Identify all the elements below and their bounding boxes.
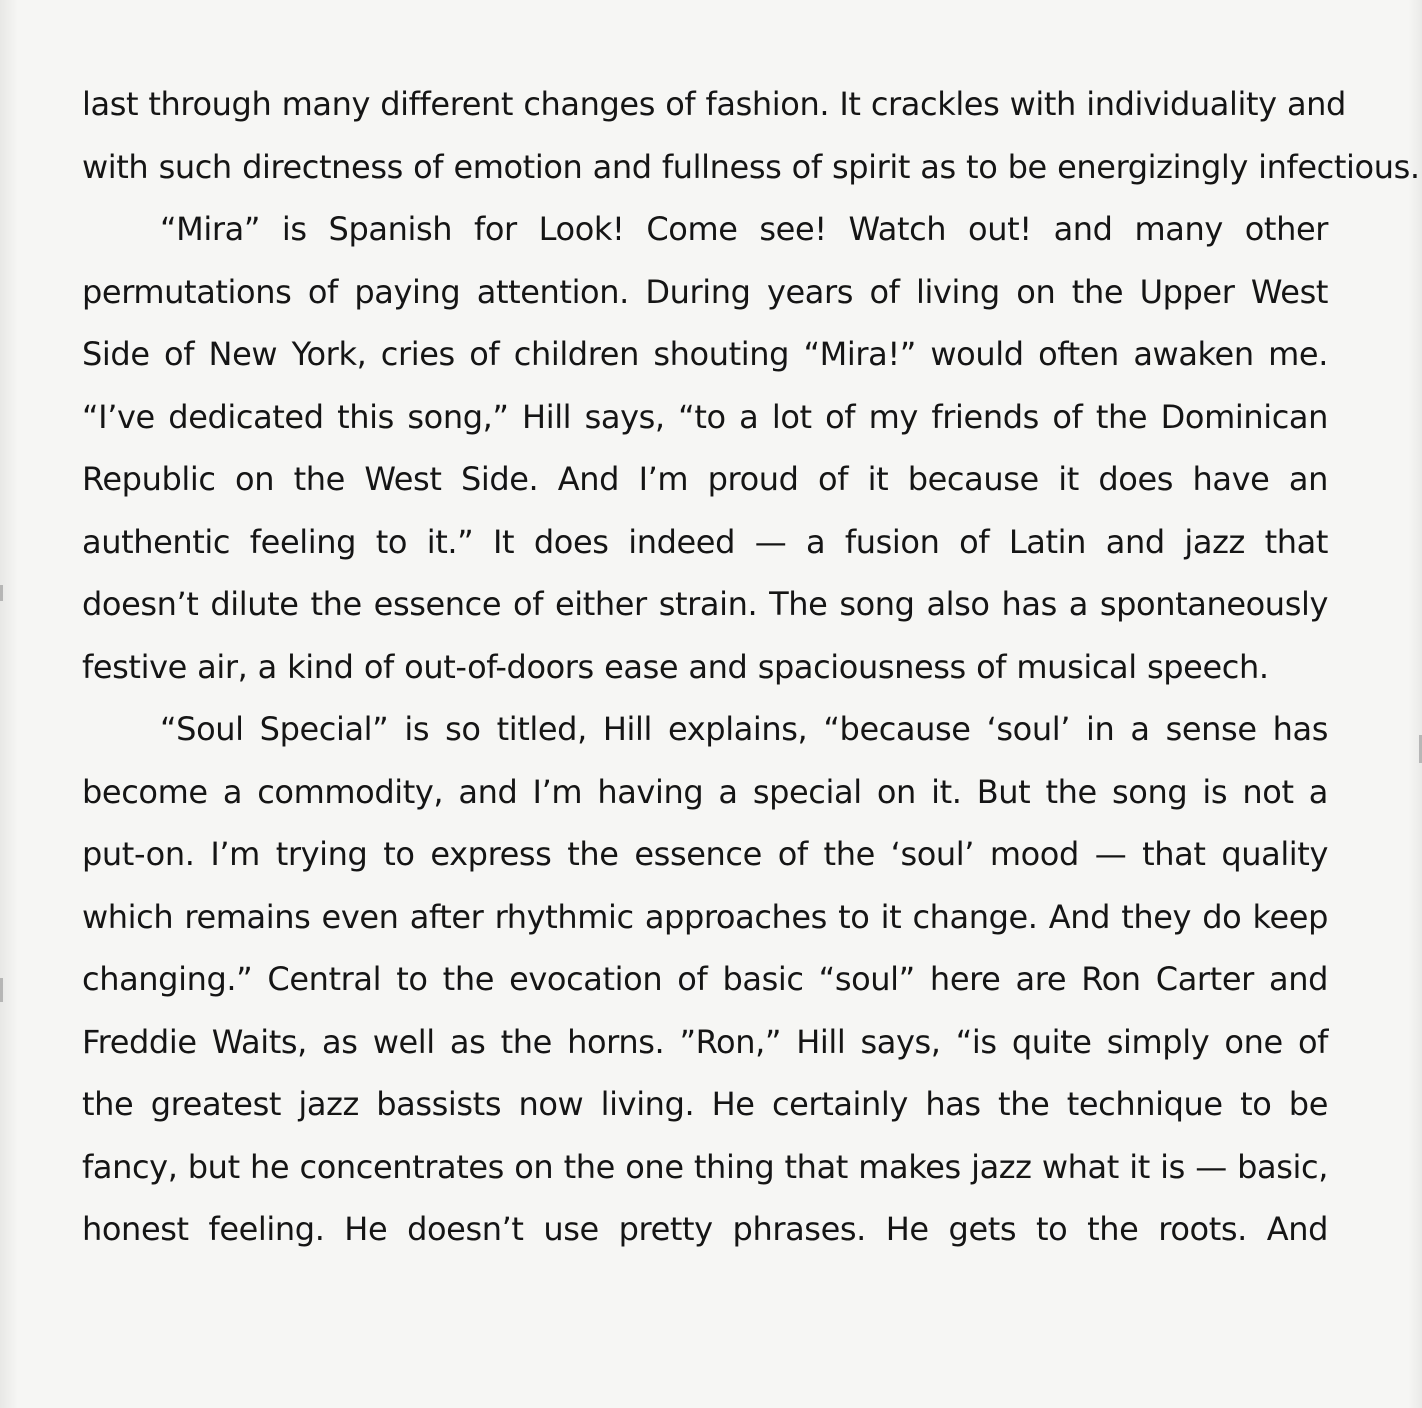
body-line-5: Side of New York, cries of children shouting “Mira!” would often awaken me. xyxy=(82,335,1328,373)
body-line-4: permutations of paying attention. During years of living on the Upper West xyxy=(82,272,1328,311)
left-edge-mark-top xyxy=(0,585,3,601)
body-line-17: the greatest jazz bassists now living. He certainly has the technique to be xyxy=(82,1085,1328,1123)
body-line-7: Republic on the West Side. And I’m proud of it because it does have an xyxy=(82,460,1328,498)
body-line-19: honest feeling. He doesn’t use pretty phrases. He gets to the roots. And xyxy=(82,1210,1328,1248)
body-line-15: changing.” Central to the evocation of basic “soul” here are Ron Carter and xyxy=(82,960,1328,998)
body-line-3: “Mira” is Spanish for Look! Come see! Watch out! and many other xyxy=(160,210,1328,248)
body-line-6: “I’ve dedicated this song,” Hill says, “to a lot of my friends of the Dominican xyxy=(82,397,1328,436)
body-line-8: authentic feeling to it.” It does indeed — a fusion of Latin and jazz that xyxy=(82,522,1328,561)
body-line-1: last through many different changes of fashion. It crackles with individuality and xyxy=(82,85,1346,123)
body-line-16: Freddie Waits, as well as the horns. ”Ron,” Hill says, “is quite simply one of xyxy=(82,1022,1328,1061)
body-line-11: “Soul Special” is so titled, Hill explains, “because ‘soul’ in a sense has xyxy=(160,710,1328,748)
body-line-2: with such directness of emotion and fullness of spirit as to be energizingly infectious. xyxy=(82,147,1420,186)
body-line-14: which remains even after rhythmic approaches to it change. And they do keep xyxy=(82,897,1328,936)
body-line-9: doesn’t dilute the essence of either strain. The song also has a spontaneously xyxy=(82,585,1328,623)
body-line-10: festive air, a kind of out-of-doors ease and spaciousness of musical speech. xyxy=(82,647,1269,686)
body-line-18: fancy, but he concentrates on the one thing that makes jazz what it is — basic, xyxy=(82,1147,1328,1186)
body-line-12: become a commodity, and I’m having a special on it. But the song is not a xyxy=(82,772,1328,811)
body-text xyxy=(82,73,1420,1261)
body-line-13: put-on. I’m trying to express the essence of the ‘soul’ mood — that quality xyxy=(82,835,1328,873)
left-edge-mark-bottom xyxy=(0,978,3,1002)
